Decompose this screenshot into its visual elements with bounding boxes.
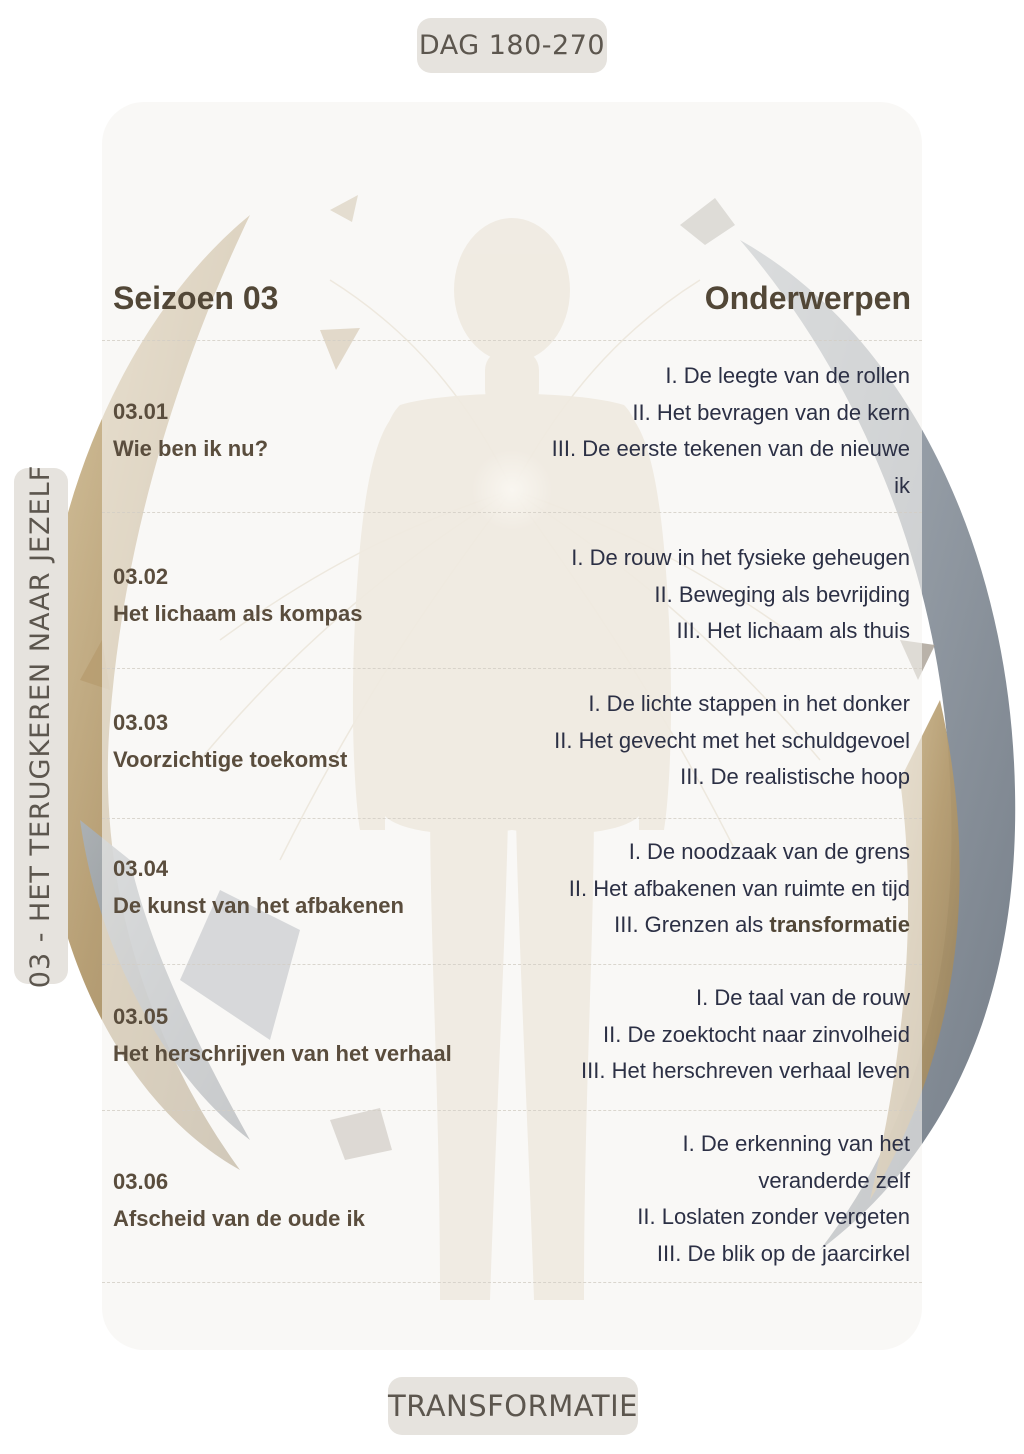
topic-prefix: III. Grenzen als [614,912,770,937]
lesson-title: Het lichaam als kompas [113,601,363,626]
divider [102,512,922,513]
lesson-topics [530,980,910,1090]
lesson-heading [113,998,452,1072]
lesson-heading [113,1163,365,1237]
topic-item [530,907,910,944]
day-range-label: DAG 180-270 [417,18,607,73]
topic-item: I. De taal van de rouw [695,985,910,1010]
lesson-topics [530,358,910,504]
topic-item: I. De noodzaak van de grens [628,839,910,864]
topic-item: II. Beweging als bevrijding [654,581,910,607]
lesson-number: 03.01 [113,399,169,424]
lesson-title: Voorzichtige toekomst [113,747,348,772]
lesson-number: 03.06 [113,1169,169,1194]
topic-item: II. Het bevragen van de kern [632,399,910,425]
topic-item: I. De rouw in het fysieke geheugen [571,545,910,570]
topic-item: I. De erkenning van het veranderde zelf [682,1131,910,1193]
theme-label: TRANSFORMATIE [388,1377,638,1435]
divider [102,818,922,819]
divider [102,964,922,965]
topic-item: III. Het herschreven verhaal leven [581,1058,910,1083]
lesson-number: 03.05 [113,1004,169,1029]
lesson-heading [113,850,404,924]
topic-item: III. De blik op de jaarcirkel [656,1240,910,1266]
topic-item: II. Het afbakenen van ruimte en tijd [568,875,910,901]
season-side-label [14,464,68,988]
lesson-topics [530,686,910,796]
divider [102,340,922,341]
divider [102,1282,922,1283]
lesson-number: 03.04 [113,856,169,881]
season-side-text: 03 - HET TERUGKEREN NAAR JEZELF [25,464,57,988]
topic-item: II. Loslaten zonder vergeten [637,1204,910,1229]
topic-item: III. Het lichaam als thuis [676,618,910,643]
lesson-title: Afscheid van de oude ik [113,1206,365,1231]
lesson-heading [113,558,362,632]
topic-item: I. De leegte van de rollen [665,363,910,388]
topic-item: II. Het gevecht met het schuldgevoel [554,727,910,753]
lesson-title: Het herschrijven van het verhaal [113,1041,452,1066]
topic-emphasis: transformatie [769,912,910,937]
topic-item: II. De zoektocht naar zinvolheid [603,1021,910,1047]
lesson-number: 03.02 [113,564,169,589]
topic-item: III. De realistische hoop [680,764,910,789]
lesson-heading [113,393,268,467]
divider [102,668,922,669]
lesson-topics [530,1126,910,1272]
lesson-topics [530,540,910,650]
topic-item: III. De eerste tekenen van de nieuwe ik [551,436,910,498]
lesson-title: Wie ben ik nu? [113,436,269,461]
topic-item: I. De lichte stappen in het donker [588,691,910,716]
season-header: Seizoen 03 [113,280,279,316]
lesson-heading [113,704,347,778]
lesson-title: De kunst van het afbakenen [113,893,404,918]
divider [102,1110,922,1111]
lesson-topics [530,834,910,944]
lesson-number: 03.03 [113,710,169,735]
topics-header: Onderwerpen [704,280,911,316]
